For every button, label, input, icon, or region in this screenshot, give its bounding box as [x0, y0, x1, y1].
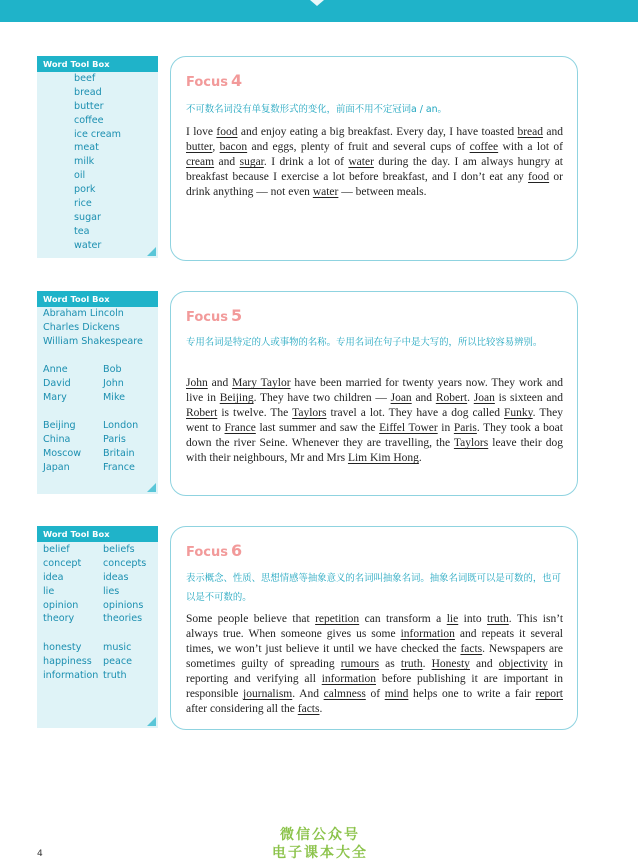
text-run: . This isn’t always true. When someone gives us some [186, 613, 564, 640]
underlined-noun: Paris [453, 422, 477, 434]
places-grid [43, 419, 139, 475]
underlined-noun: Taylors [292, 407, 327, 419]
text-run: I love [186, 126, 217, 138]
text-run: is twelve. The [217, 407, 293, 419]
underlined-noun: journalism [243, 688, 293, 700]
text-run: into [458, 613, 488, 625]
word-pair-row [43, 557, 147, 571]
text-run: and [543, 126, 564, 138]
footer-line-1: 微信公众号 [280, 827, 360, 843]
text-run: after considering all the [186, 703, 298, 715]
focus-panel-4 [170, 56, 578, 261]
underlined-noun: water [348, 156, 374, 168]
underlined-noun: sugar [239, 156, 264, 168]
word-item: France [103, 461, 135, 473]
tool-box-title: Word Tool Box [37, 526, 158, 542]
word-item: beef [74, 73, 96, 84]
text-run: during the day. I am always hungry at breakfast because I exercise a lot before breakfast, and I don’t eat any [186, 156, 563, 183]
focus-title: Focus 4 [186, 71, 243, 90]
word-item: Charles Dickens [43, 321, 120, 333]
underlined-noun: butter [186, 141, 213, 153]
word-pair-row [43, 363, 122, 377]
word-item: butter [74, 100, 104, 112]
underlined-noun: Honesty [431, 658, 470, 670]
word-item: Abraham Lincoln [43, 308, 124, 319]
word-pair-row [43, 612, 143, 626]
underlined-noun: Lim Kim Hong [347, 452, 419, 464]
word-item: John [103, 377, 124, 389]
text-run: , [212, 141, 220, 153]
word-item: concepts [103, 557, 147, 569]
text-run: . And [292, 688, 324, 700]
underlined-noun: calmness [323, 688, 366, 700]
underlined-noun: bread [517, 126, 544, 138]
word-item: Mike [103, 391, 126, 403]
text-run: in reporting and verifying all [186, 658, 563, 685]
underlined-noun: information [400, 628, 455, 640]
word-list [74, 72, 121, 253]
word-item: ice cream [74, 128, 122, 140]
underlined-noun: Taylors [453, 437, 489, 449]
banner-notch [310, 0, 324, 6]
focus-rule: 不可数名词没有单复数形式的变化，前面不用不定冠词a / an。 [186, 104, 447, 115]
word-item: music [103, 642, 132, 653]
text-run: with a lot of [498, 141, 564, 153]
famous-names-list [43, 307, 143, 349]
underlined-noun: food [528, 171, 550, 183]
word-item: William Shakespeare [43, 335, 143, 347]
word-item: belief [43, 544, 70, 555]
word-item: theory [43, 613, 75, 625]
text-run: . [319, 703, 323, 715]
text-run: and eggs, plenty of fruit and several cups of [247, 141, 470, 153]
word-item: honesty [43, 642, 82, 653]
word-tool-box-1 [37, 56, 158, 258]
underlined-noun: Funky [504, 407, 533, 419]
text-run: is sixteen and [494, 392, 563, 404]
underlined-noun: facts [460, 643, 483, 655]
word-item: lies [103, 585, 120, 597]
underlined-noun: Robert [435, 392, 468, 404]
focus-example-text [186, 125, 563, 200]
word-item: Bob [103, 364, 122, 375]
focus-title: Focus 6 [186, 541, 243, 560]
word-item: idea [43, 571, 64, 583]
underlined-noun: mind [384, 688, 409, 700]
text-run: and [214, 156, 240, 168]
underlined-noun: France [224, 422, 256, 434]
text-run: of [365, 688, 385, 700]
word-item: Beijing [43, 420, 76, 431]
text-run: as [379, 658, 401, 670]
word-item: concept [43, 557, 82, 569]
underlined-noun: truth [487, 613, 509, 625]
top-banner [0, 0, 638, 22]
word-item: ideas [103, 571, 129, 583]
text-run: can transform a [359, 613, 447, 625]
text-run: in [437, 422, 454, 434]
word-item: information [43, 669, 99, 681]
first-names-grid [43, 363, 126, 405]
word-item: China [43, 433, 71, 445]
focus-panel-5 [170, 291, 578, 496]
text-run: and [469, 658, 499, 670]
word-item: meat [74, 142, 99, 154]
text-run: have been married for twenty years now. They work and live in [186, 377, 563, 404]
word-item: Japan [43, 461, 70, 473]
focus-title: Focus 5 [186, 306, 243, 325]
word-pair-row [43, 377, 124, 391]
text-run: . I drink a lot of [263, 156, 349, 168]
underlined-noun: Beijing [219, 392, 254, 404]
word-item: pork [74, 184, 96, 196]
word-item: rice [74, 198, 92, 210]
word-pair-row [43, 391, 126, 405]
word-pair-row [43, 419, 139, 433]
word-pair-row [43, 585, 120, 599]
text-run: . [418, 452, 422, 464]
word-pair-row [43, 669, 127, 683]
word-item: tea [74, 225, 90, 237]
tool-box-title: Word Tool Box [37, 291, 158, 307]
word-pair-row [43, 447, 135, 461]
corner-triangle-icon [147, 247, 156, 256]
countable-abstract-grid [43, 543, 147, 626]
underlined-noun: objectivity [498, 658, 548, 670]
word-item: David [43, 377, 71, 389]
text-run: and [207, 377, 233, 389]
word-pair-row [43, 461, 135, 475]
underlined-noun: lie [446, 613, 459, 625]
word-item: water [74, 239, 102, 251]
word-item: coffee [74, 114, 104, 126]
underlined-noun: report [535, 688, 564, 700]
text-run: . Newspapers are sometimes guilty of spreading [186, 643, 563, 670]
focus-rule: 表示概念、性质、思想情感等抽象意义的名词叫抽象名词。抽象名词既可以是可数的，也可以是不可数的。 [186, 573, 562, 603]
focus-panel-6 [170, 526, 578, 730]
word-item: happiness [43, 655, 92, 667]
word-item: milk [74, 156, 95, 168]
underlined-noun: food [216, 126, 238, 138]
uncountable-abstract-grid [43, 641, 133, 683]
underlined-noun: facts [297, 703, 320, 715]
word-item: beliefs [103, 544, 135, 555]
text-run: helps one to write a fair [408, 688, 536, 700]
word-item: theories [103, 613, 143, 625]
text-run: and enjoy eating a big breakfast. Every day, I have toasted [237, 126, 518, 138]
focus-example-text [186, 376, 563, 466]
word-item: Moscow [43, 447, 82, 459]
text-run: . They went to [186, 407, 564, 434]
underlined-noun: information [321, 673, 377, 685]
underlined-noun: bacon [219, 141, 248, 153]
page-number: 4 [37, 849, 43, 859]
footer-line-2: 电子课本大全 [272, 845, 368, 861]
word-tool-box-2 [37, 291, 158, 494]
text-run: travel a lot. They have a dog called [326, 407, 505, 419]
word-item: Anne [43, 364, 68, 375]
word-pair-row [43, 543, 135, 557]
focus-rule: 专用名词是特定的人或事物的名称。专用名词在句子中是大写的，所以比较容易辨别。 [186, 337, 543, 348]
text-run: Some people believe that [186, 613, 316, 625]
underlined-noun: repetition [315, 613, 360, 625]
word-pair-row [43, 433, 126, 447]
text-run: or drink anything — not even [186, 171, 563, 198]
underlined-noun: John [186, 377, 208, 389]
text-run: . [467, 392, 474, 404]
underlined-noun: Joan [390, 392, 412, 404]
corner-triangle-icon [147, 483, 156, 492]
word-item: opinions [103, 599, 144, 611]
word-pair-row [43, 641, 132, 655]
word-item: truth [103, 669, 127, 681]
text-run: last summer and saw the [255, 422, 380, 434]
word-item: London [103, 420, 139, 431]
underlined-noun: Eiffel Tower [379, 422, 438, 434]
focus-example-text [186, 612, 563, 717]
tool-box-title: Word Tool Box [37, 56, 158, 72]
word-item: peace [103, 655, 133, 667]
word-item: Britain [103, 447, 135, 459]
word-item: bread [74, 86, 102, 98]
word-pair-row [43, 655, 133, 669]
underlined-noun: water [312, 186, 339, 198]
text-run: — between meals. [338, 186, 427, 198]
corner-triangle-icon [147, 717, 156, 726]
underlined-noun: cream [186, 156, 215, 168]
word-item: lie [43, 585, 55, 597]
underlined-noun: truth [400, 658, 423, 670]
underlined-noun: Mary Taylor [232, 377, 291, 389]
word-item: Paris [103, 433, 126, 445]
word-item: oil [74, 170, 86, 182]
text-run: . They took a boat down the river Seine. Whenever they are travelling, the [186, 422, 563, 449]
footer-watermark [255, 826, 385, 862]
word-item: Mary [43, 391, 67, 403]
text-run: . They have two children — [253, 392, 391, 404]
text-run: . [422, 658, 432, 670]
underlined-noun: rumours [340, 658, 380, 670]
word-item: opinion [43, 599, 79, 611]
word-pair-row [43, 571, 129, 585]
text-run: and [411, 392, 436, 404]
text-run: and repeats it several times, we won’t just believe it until we have checked the [186, 628, 564, 655]
underlined-noun: Joan [473, 392, 495, 404]
word-item: sugar [74, 211, 101, 223]
word-tool-box-3 [37, 526, 158, 728]
underlined-noun: coffee [469, 141, 499, 153]
word-pair-row [43, 599, 144, 613]
underlined-noun: Robert [186, 407, 218, 419]
text-run: before publishing it are important in responsible [186, 673, 563, 700]
text-run: leave their dog with their neighbours, Mr and Mrs [186, 437, 563, 464]
